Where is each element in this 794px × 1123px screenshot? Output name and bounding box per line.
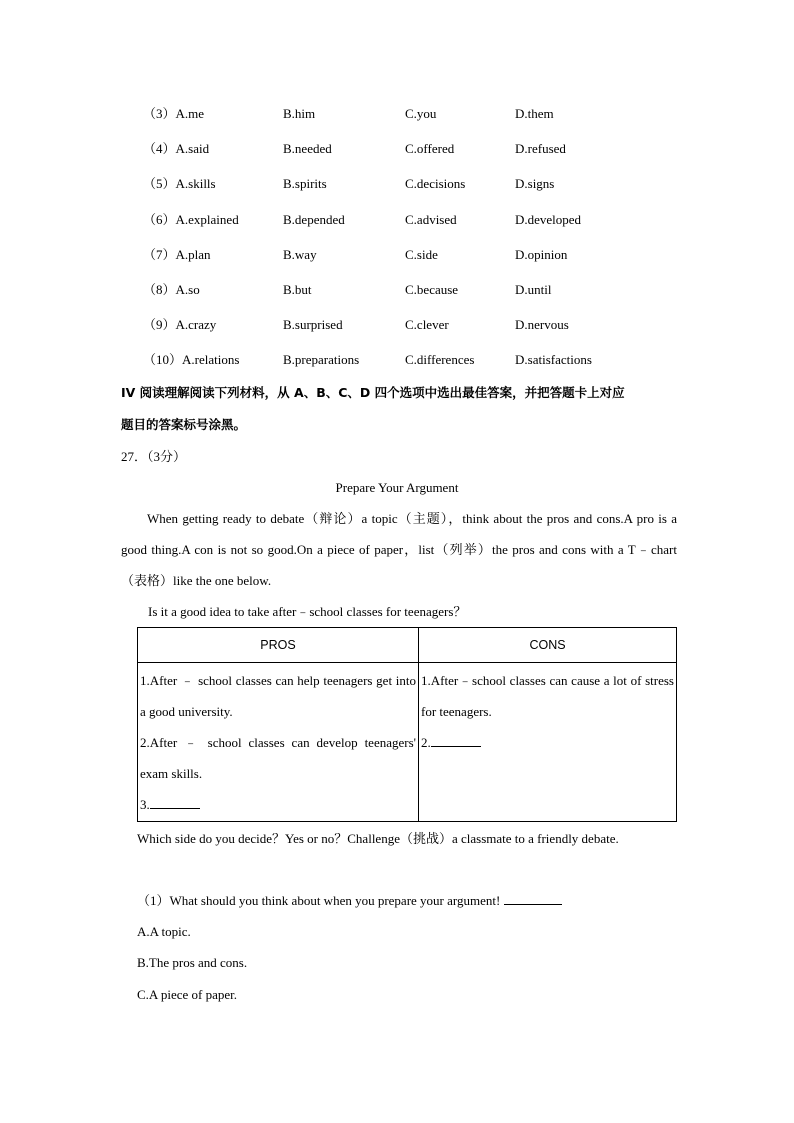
- cons-header: CONS: [419, 628, 677, 663]
- option-b: B.surprised: [283, 317, 343, 332]
- option-row: [143, 316, 623, 334]
- option-a-text: A.so: [175, 282, 200, 297]
- option-d: D.opinion: [515, 247, 568, 262]
- option-a: [143, 246, 211, 264]
- option-d: D.developed: [515, 212, 582, 227]
- option-row: [143, 281, 623, 299]
- option-a: [143, 211, 239, 229]
- choice-a: A.A topic.: [137, 924, 191, 939]
- option-row: [143, 211, 623, 229]
- option-number: （5）: [143, 176, 176, 191]
- t-chart-table: [137, 627, 677, 822]
- option-b: B.spirits: [283, 176, 327, 191]
- cons-cell: [419, 663, 677, 822]
- option-a-text: A.explained: [175, 212, 239, 227]
- option-a: [143, 175, 216, 193]
- option-b: B.needed: [283, 141, 332, 156]
- option-a-text: A.said: [175, 141, 210, 156]
- passage-paragraph: [121, 503, 677, 596]
- pros-item-3: [140, 789, 416, 820]
- option-b: B.preparations: [283, 352, 360, 367]
- option-c: C.because: [405, 282, 459, 297]
- option-a-text: A.relations: [182, 352, 240, 367]
- option-number: （7）: [143, 247, 176, 262]
- option-b: B.him: [283, 106, 316, 121]
- option-number: （4）: [143, 141, 176, 156]
- option-a: [143, 316, 216, 334]
- option-a-text: A.skills: [175, 176, 216, 191]
- passage-title: Prepare Your Argument: [335, 480, 459, 495]
- option-a-text: A.crazy: [175, 317, 217, 332]
- option-c: C.side: [405, 247, 438, 262]
- option-number: （8）: [143, 282, 176, 297]
- option-d: D.them: [515, 106, 554, 121]
- pros-header: PROS: [138, 628, 419, 663]
- sub-question-stem-text: （1）What should you think about when you prepare your argument!: [137, 893, 501, 908]
- option-b: B.way: [283, 247, 317, 262]
- option-c: C.decisions: [405, 176, 466, 191]
- choice-c: C.A piece of paper.: [137, 987, 237, 1002]
- option-number: （9）: [143, 317, 176, 332]
- pros-blank[interactable]: [150, 796, 200, 809]
- question-number: 27．（3分）: [121, 449, 187, 464]
- option-a: [143, 281, 200, 299]
- option-c: C.advised: [405, 212, 457, 227]
- cons-item-1: 1.After﹣school classes can cause a lot of stress for teenagers.: [421, 673, 674, 719]
- section-instruction-line-2: 题目的答案标号涂黑。: [121, 417, 247, 432]
- option-a-text: A.plan: [175, 247, 211, 262]
- option-b: B.depended: [283, 212, 345, 227]
- option-d: D.signs: [515, 176, 555, 191]
- pros-item-2: 2.After ﹣ school classes can develop teenagers' exam skills.: [140, 735, 416, 781]
- passage-closing: Which side do you decide？Yes or no？Challenge（挑战）a classmate to a friendly debate.: [137, 831, 619, 846]
- pros-item-3-label: 3.: [140, 797, 150, 812]
- option-row: [143, 105, 623, 123]
- option-row: [143, 175, 623, 193]
- option-number: （10）: [143, 352, 183, 367]
- option-c: C.differences: [405, 352, 475, 367]
- option-c: C.you: [405, 106, 437, 121]
- option-b: B.but: [283, 282, 312, 297]
- cons-blank[interactable]: [431, 734, 481, 747]
- option-d: D.nervous: [515, 317, 569, 332]
- option-c: C.offered: [405, 141, 455, 156]
- option-row: [143, 351, 623, 369]
- option-number: （3）: [143, 106, 176, 121]
- option-row: [143, 140, 623, 158]
- option-row: [143, 246, 623, 264]
- sub-question-stem: [137, 892, 562, 910]
- option-a-text: A.me: [175, 106, 205, 121]
- choice-b: B.The pros and cons.: [137, 955, 248, 970]
- table-question: Is it a good idea to take after﹣school classes for teenagers？: [148, 604, 467, 619]
- option-d: D.satisfactions: [515, 352, 592, 367]
- cons-item-2-label: 2.: [421, 735, 431, 750]
- option-a: [143, 140, 209, 158]
- answer-blank[interactable]: [504, 892, 562, 905]
- option-number: （6）: [143, 212, 176, 227]
- option-a: [143, 351, 239, 369]
- option-a: [143, 105, 204, 123]
- section-instruction-line-1: IV 阅读理解阅读下列材料，从 A、B、C、D 四个选项中选出最佳答案，并把答题卡上对应: [121, 385, 625, 400]
- option-c: C.clever: [405, 317, 449, 332]
- cons-item-2: [421, 727, 674, 758]
- pros-cell: [138, 663, 419, 822]
- passage-paragraph-text: When getting ready to debate（辩论）a topic（主题），think about the pros and cons.A pro is a good thing.A con is not so good.On a piece of paper，list（列举）the pros and cons with a T﹣chart （表格）like the one below.: [121, 511, 677, 588]
- option-d: D.until: [515, 282, 552, 297]
- pros-item-1: 1.After ﹣ school classes can help teenagers get into a good university.: [140, 673, 416, 719]
- option-d: D.refused: [515, 141, 566, 156]
